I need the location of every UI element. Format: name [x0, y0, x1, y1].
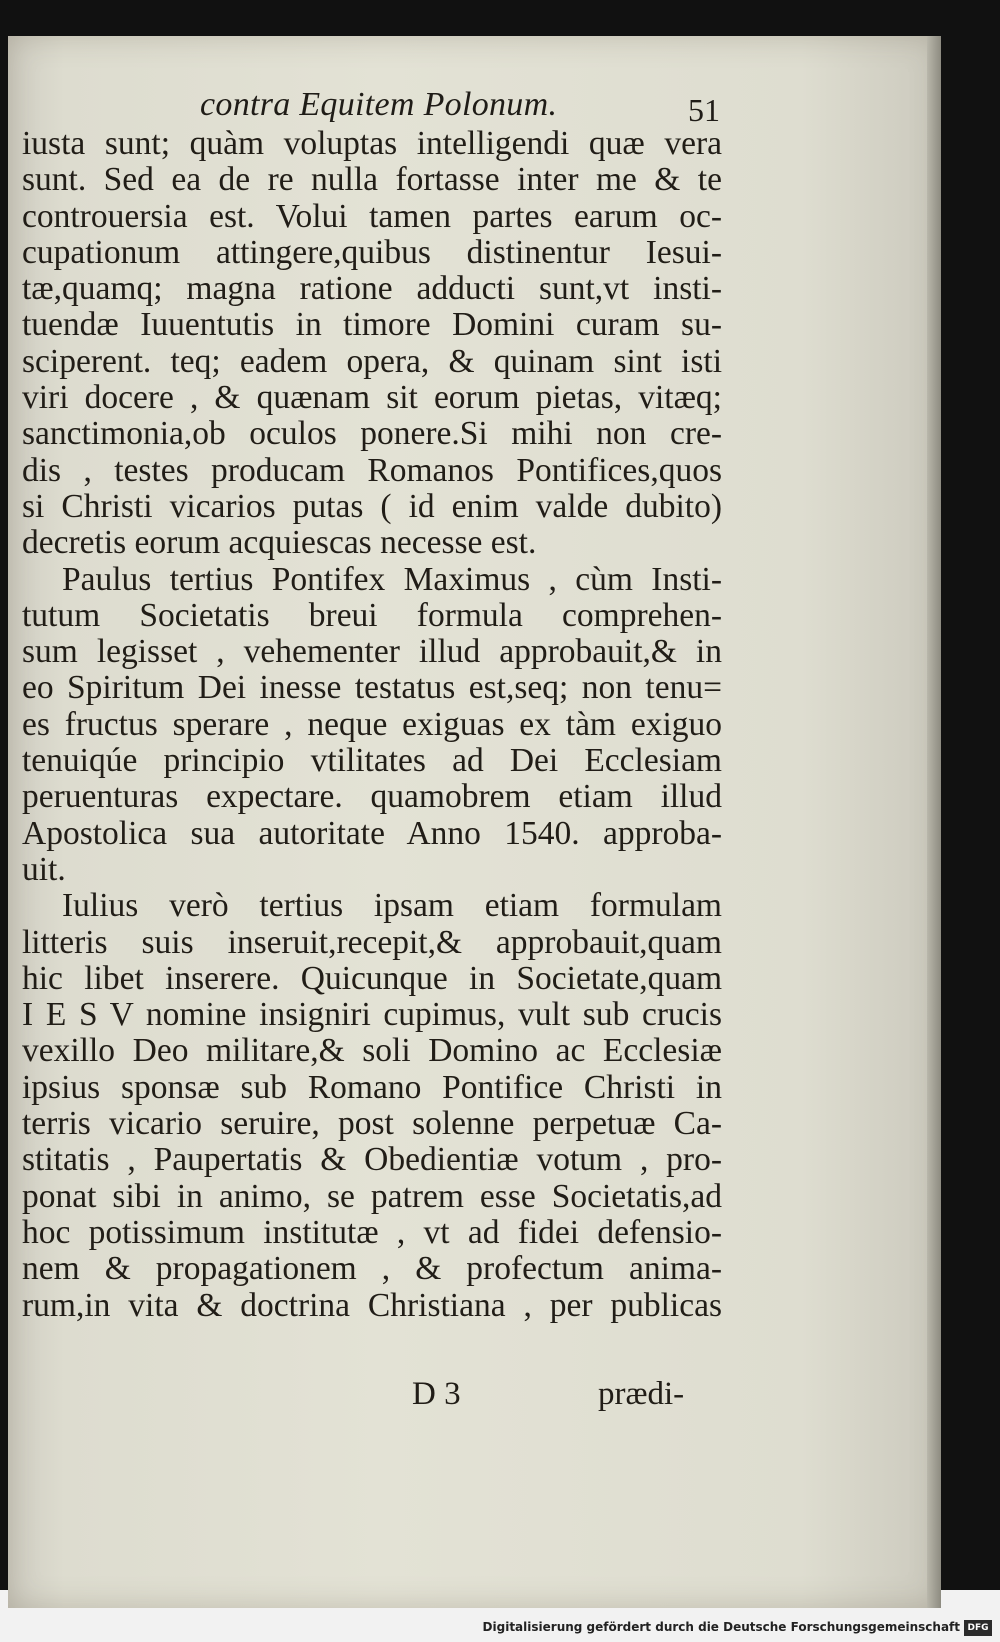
text-line: iusta sunt; quàm voluptas intelligendi quæ vera — [22, 125, 722, 162]
text-line: sum legisset , vehementer illud approbauit,& in — [22, 633, 722, 671]
page-number: 51 — [688, 92, 720, 128]
body-text — [22, 126, 722, 1324]
text-line: uit. — [22, 850, 66, 888]
text-line: tutum Societatis breui formula comprehen- — [22, 596, 722, 634]
text-line: si Christi vicarios putas ( id enim valde dubito) — [22, 487, 722, 525]
text-line: decretis eorum acquiescas necesse est. — [22, 524, 537, 562]
text-line: nem & propagationem , & profectum anima- — [22, 1250, 722, 1288]
digitization-credit: Digitalisierung gefördert durch die Deutsche Forschungsgemeinschaft — [482, 1620, 960, 1634]
signature-mark: D 3 — [412, 1376, 461, 1412]
text-line: hoc potissimum institutæ , vt ad fidei defensio- — [22, 1213, 722, 1251]
text-line: vexillo Deo militare,& soli Domino ac Ecclesiæ — [22, 1032, 722, 1070]
text-line: stitatis , Paupertatis & Obedientiæ votum , pro- — [22, 1141, 722, 1179]
text-line: I E S V nomine insigniri cupimus, vult sub crucis — [22, 996, 722, 1034]
text-line: ipsius sponsæ sub Romano Pontifice Christi in — [22, 1068, 722, 1106]
text-line: sciperent. teq; eadem opera, & quinam sint isti — [22, 342, 722, 380]
text-line: sunt. Sed ea de re nulla fortasse inter me & te — [22, 161, 722, 199]
catchword: prædi- — [598, 1376, 685, 1412]
text-line: sanctimonia,ob oculos ponere.Si mihi non cre- — [22, 415, 722, 453]
running-head: contra Equitem Polonum. — [200, 86, 558, 123]
text-line: tenuiqúe principio vtilitates ad Dei Ecclesiam — [22, 742, 722, 780]
text-line: Apostolica sua autoritate Anno 1540. approba- — [22, 814, 722, 852]
text-line: es fructus sperare , neque exiguas ex tàm exiguo — [22, 705, 722, 743]
text-line: Paulus tertius Pontifex Maximus , cùm Insti- — [62, 560, 722, 598]
text-line: tuendæ Iuuentutis in timore Domini curam su- — [22, 306, 722, 344]
text-line: peruenturas expectare. quamobrem etiam illud — [22, 778, 722, 816]
text-line: terris vicario seruire, post solenne perpetuæ Ca- — [22, 1105, 722, 1143]
text-line: litteris suis inseruit,recepit,& approbauit,quam — [22, 923, 722, 961]
text-line: dis , testes producam Romanos Pontifices,quos — [22, 451, 722, 489]
text-line: eo Spiritum Dei inesse testatus est,seq; non tenu= — [22, 669, 722, 707]
text-line: tæ,quamq; magna ratione adducti sunt,vt insti- — [22, 270, 722, 308]
text-line: cupationum attingere,quibus distinentur Iesui- — [22, 233, 722, 271]
text-line: viri docere , & quænam sit eorum pietas, vitæq; — [22, 379, 722, 417]
text-line: hic libet inserere. Quicunque in Societate,quam — [22, 959, 722, 997]
text-line: ponat sibi in animo, se patrem esse Societatis,ad — [22, 1177, 722, 1215]
text-line: Iulius verò tertius ipsam etiam formulam — [62, 887, 722, 925]
page-spine-shadow — [927, 36, 941, 1608]
dfg-logo: DFG — [964, 1620, 992, 1636]
text-line: rum,in vita & doctrina Christiana , per publicas — [22, 1286, 722, 1324]
text-line: controuersia est. Volui tamen partes earum oc- — [22, 197, 722, 235]
